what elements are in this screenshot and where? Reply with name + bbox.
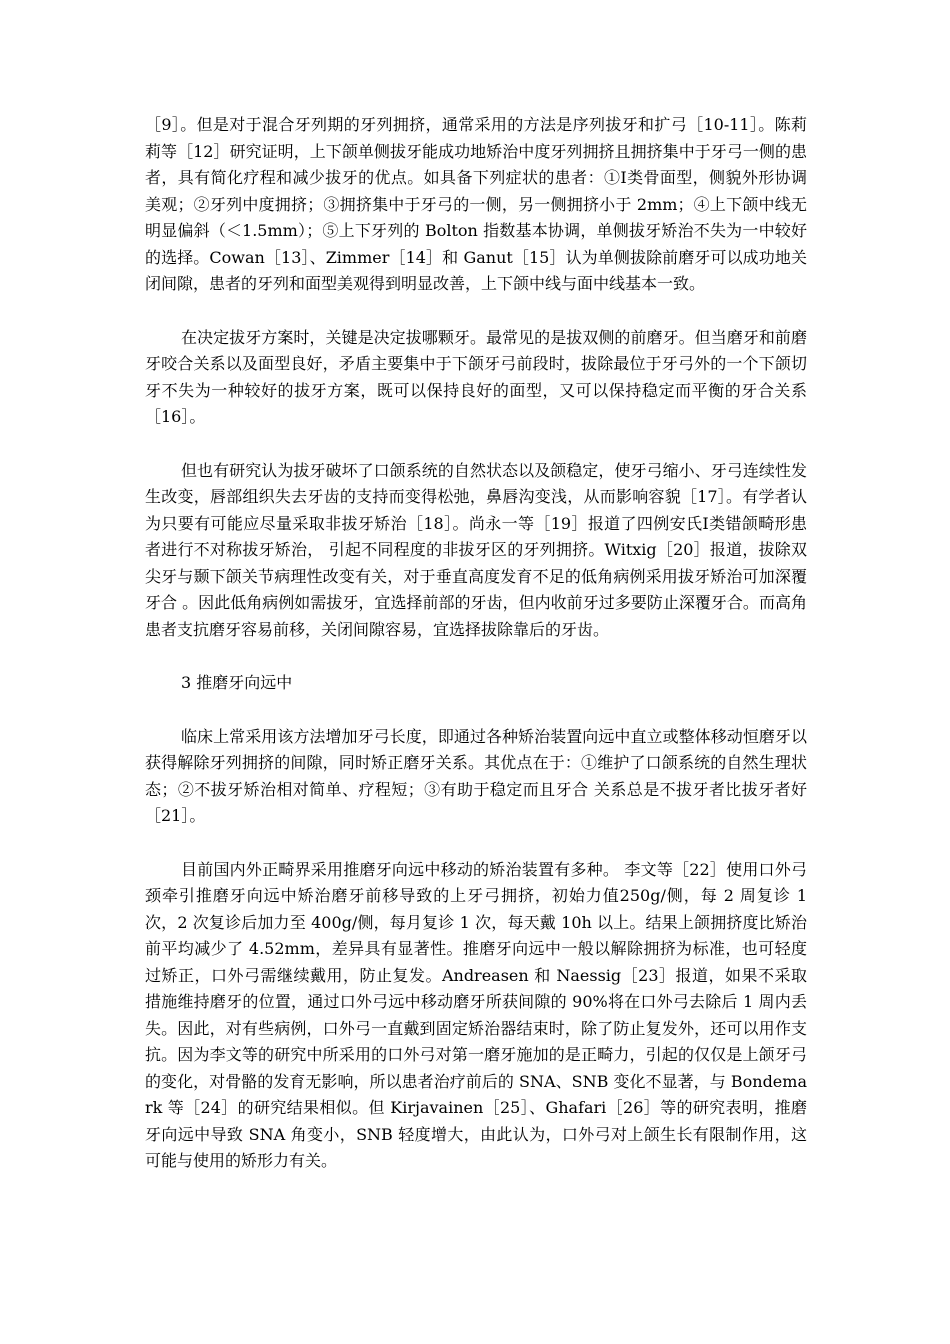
section-heading: 3 推磨牙向远中 xyxy=(181,673,293,692)
paragraph-1: ［9］。但是对于混合牙列期的牙列拥挤，通常采用的方法是序列拔牙和扩弓［10-11］。陈莉莉等［12］研究证明，上下颌单侧拔牙能成功地矫治中度牙列拥挤且拥挤集中于牙弓一侧的患者，具有简化疗程和减少拔牙的优点。如具备下列症状的患者：①Ⅰ类骨面型，侧貌外形协调美观；②牙列中度拥挤；③拥挤集中于牙弓的一侧，另一侧拥挤小于 2mm；④上下颌中线无明显偏斜（＜1.5mm）；⑤上下牙列的 Bolton 指数基本协调，单侧拔牙矫治不失为一中较好的选择。Cowan［13］、Zimmer［14］和 Ganut［15］认为单侧拔除前磨牙可以成功地关闭间隙，患者的牙列和面型美观得到明显改善，上下颌中线与面中线基本一致。 xyxy=(145,115,807,293)
paragraph-3: 但也有研究认为拔牙破坏了口颌系统的自然状态以及颌稳定，使牙弓缩小、牙弓连续性发生改变，唇部组织失去牙齿的支持而变得松弛，鼻唇沟变浅，从而影响容貌［17］。有学者认为只要有可能应尽量采取非拔牙矫治［18］。尚永一等［19］报道了四例安氏Ⅰ类错颌畸形患者进行不对称拔牙矫治， 引起不同程度的非拔牙区的牙列拥挤。Witxig［20］报道，拔除双尖牙与颞下颌关节病理性改变有关，对于垂直高度发育不足的低角病例采用拔牙矫治可加深覆牙合 。因此低角病例如需拔牙，宜选择前部的牙齿，但内收前牙过多要防止深覆牙合。而高角患者支抗磨牙容易前移，关闭间隙容易，宜选择拔除靠后的牙齿。 xyxy=(145,460,807,639)
document-page xyxy=(145,112,807,1202)
paragraph-4: 临床上常采用该方法增加牙弓长度，即通过各种矫治装置向远中直立或整体移动恒磨牙以获得解除牙列拥挤的间隙，同时矫正磨牙关系。其优点在于：①维护了口颌系统的自然生理状态；②不拔牙矫治相对简单、疗程短；③有助于稳定而且牙合 关系总是不拔牙者比拔牙者好［21］。 xyxy=(145,726,807,825)
paragraph-5: 目前国内外正畸界采用推磨牙向远中移动的矫治装置有多种。 李文等［22］使用口外弓颈牵引推磨牙向远中矫治磨牙前移导致的上牙弓拥挤，初始力值250g/侧，每 2 周复诊 1 次，2 次复诊后加力至 400g/侧，每月复诊 1 次，每天戴 10h 以上。结果上颌拥挤度比矫治前平均减少了 4.52mm，差异具有显著性。推磨牙向远中一般以解除拥挤为标准，也可轻度过矫正，口外弓需继续戴用，防止复发。Andreasen 和 Naessig［23］报道，如果不采取措施维持磨牙的位置，通过口外弓远中移动磨牙所获间隙的 90%将在口外弓去除后 1 周内丢失。因此，对有些病例，口外弓一直戴到固定矫治器结束时，除了防止复发外，还可以用作支抗。因为李文等的研究中所采用的口外弓对第一磨牙施加的是正畸力，引起的仅仅是上颌牙弓的变化，对骨骼的发育无影响，所以患者治疗前后的 SNA、SNB 变化不显著，与 Bondemark 等［24］的研究结果相似。但 Kirjavainen［25］、Ghafari［26］等的研究表明，推磨牙向远中导致 SNA 角变小，SNB 轻度增大，由此认为，口外弓对上颌生长有限制作用，这可能与使用的矫形力有关。 xyxy=(145,859,807,1170)
paragraph-2: 在决定拔牙方案时，关键是决定拔哪颗牙。最常见的是拔双侧的前磨牙。但当磨牙和前磨牙咬合关系以及面型良好，矛盾主要集中于下颌牙弓前段时，拔除最位于牙弓外的一个下颌切牙不失为一种较好的拔牙方案，既可以保持良好的面型，又可以保持稳定而平衡的牙合关系［16］。 xyxy=(145,327,807,426)
